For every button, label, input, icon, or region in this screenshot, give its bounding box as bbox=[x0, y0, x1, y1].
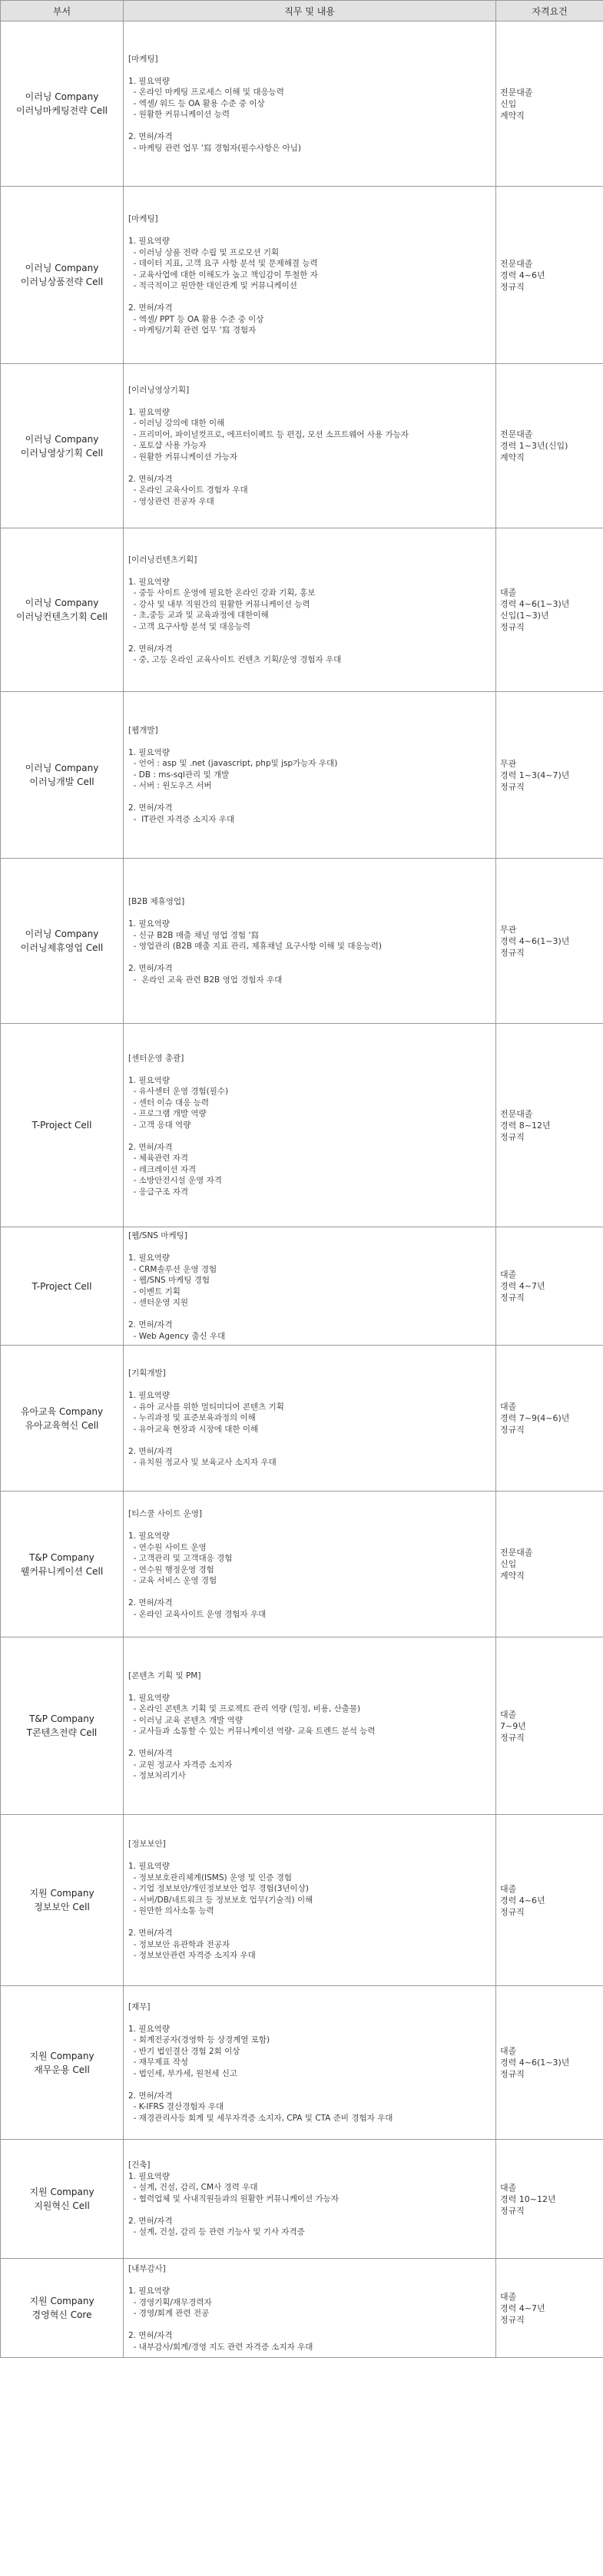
desc-line bbox=[128, 1681, 491, 1693]
dept-line: 경영혁신 Core bbox=[31, 2309, 92, 2320]
table-row bbox=[1, 692, 603, 859]
desc-line: - 프로그램 개발 역량 bbox=[128, 1109, 207, 1119]
desc-line: [웹개발] bbox=[128, 725, 158, 735]
desc-line: - 이러닝 상품 전략 수립 및 프로모션 기획 bbox=[128, 247, 280, 257]
desc-line: - 엑셀/ 워드 등 OA 활용 수준 중 이상 bbox=[128, 98, 265, 108]
desc-line bbox=[128, 1131, 491, 1142]
dept-cell bbox=[1, 1986, 124, 2140]
desc-line: - 엑셀/ PPT 등 OA 활용 수준 중 이상 bbox=[128, 314, 264, 324]
desc-line: - 언어 : asp 및 .net (javascript, php및 jsp가능자 우대) bbox=[128, 759, 338, 769]
desc-cell bbox=[124, 859, 496, 1024]
req-line: 전문대졸 bbox=[500, 1108, 533, 1119]
desc-line bbox=[128, 292, 491, 303]
desc-line: [정보보안] bbox=[128, 1839, 166, 1849]
desc-cell bbox=[124, 692, 496, 859]
desc-line: 1. 필요역량 bbox=[128, 577, 170, 587]
desc-line bbox=[128, 1917, 491, 1929]
dept-line: 정보보안 Cell bbox=[34, 1902, 90, 1912]
desc-line: - 온라인 마케팅 프로세스 이해 및 대응능력 bbox=[128, 88, 284, 98]
table-row bbox=[1, 1492, 603, 1637]
req-cell bbox=[496, 22, 603, 187]
desc-line: 2. 면허/자격 bbox=[128, 1142, 173, 1152]
desc-line: - 서버/DB/네트워크 등 정보보호 업무(기술적) 이해 bbox=[128, 1895, 313, 1905]
desc-line: - 유사센터 운영 경험(필수) bbox=[128, 1087, 229, 1097]
desc-line: 1. 필요역량 bbox=[128, 1531, 170, 1541]
req-line: 신입 bbox=[500, 98, 517, 109]
desc-line: 2. 면허/자격 bbox=[128, 303, 173, 313]
desc-line: - 교사들과 소통할 수 있는 커뮤니케이션 역량- 교육 트렌드 분석 능력 bbox=[128, 1727, 376, 1736]
desc-line: 2. 면허/자격 bbox=[128, 1446, 173, 1456]
req-cell bbox=[496, 1492, 603, 1637]
req-cell bbox=[496, 364, 603, 528]
desc-line bbox=[128, 1379, 491, 1391]
dept-line: 이러닝컨텐츠기획 Cell bbox=[16, 611, 108, 622]
req-line: 대졸 bbox=[500, 2291, 517, 2302]
dept-cell bbox=[1, 859, 124, 1024]
dept-line: T&P Company bbox=[29, 1551, 94, 1563]
req-line: 정규직 bbox=[500, 2205, 525, 2216]
req-line: 정규직 bbox=[500, 1732, 525, 1743]
desc-line bbox=[128, 1587, 491, 1598]
desc-line: - 포토샵 사용 가능자 bbox=[128, 441, 207, 451]
desc-line: 1. 필요역량 bbox=[128, 407, 170, 417]
dept-line: 이러닝 Company bbox=[25, 929, 99, 939]
desc-line: - IT관련 자격증 소지자 우대 bbox=[128, 814, 235, 824]
desc-line: - K-IFRS 결산경험자 우대 bbox=[128, 2102, 224, 2112]
desc-line: - 웹/SNS 마케팅 경험 bbox=[128, 1276, 210, 1285]
desc-line bbox=[128, 396, 491, 407]
req-line: 대졸 bbox=[500, 1709, 517, 1720]
desc-cell bbox=[124, 1227, 496, 1346]
req-line: 경력 4~6(1~3)년 bbox=[500, 935, 570, 946]
desc-line: - 강사 및 내부 직원간의 원활한 커뮤니케이션 능력 bbox=[128, 599, 310, 609]
req-line: 정규직 bbox=[500, 2314, 525, 2325]
desc-line: - 원활한 커뮤니케이션 능력 bbox=[128, 110, 230, 120]
desc-line: 2. 면허/자격 bbox=[128, 1749, 173, 1758]
desc-line: - Web Agency 출신 우대 bbox=[128, 1331, 226, 1341]
dept-cell bbox=[1, 1227, 124, 1346]
desc-line: 2. 면허/자격 bbox=[128, 2331, 173, 2340]
req-line: 신입 bbox=[500, 1559, 517, 1569]
desc-line: - 센터 이슈 대응 능력 bbox=[128, 1098, 209, 1108]
desc-line bbox=[128, 1850, 491, 1862]
req-line: 무관 bbox=[500, 924, 517, 935]
dept-cell bbox=[1, 364, 124, 528]
desc-line: - 체육관련 자격 bbox=[128, 1154, 188, 1164]
desc-cell bbox=[124, 1815, 496, 1986]
desc-line: [마케팅] bbox=[128, 54, 158, 64]
dept-line: 이러닝상품전략 Cell bbox=[20, 276, 104, 287]
desc-line: [내부감사] bbox=[128, 2264, 166, 2273]
desc-line: [기획개발] bbox=[128, 1369, 166, 1379]
req-line: 계약직 bbox=[500, 452, 525, 462]
desc-line: - 정보보안관련 자격증 소지자 우대 bbox=[128, 1951, 256, 1961]
req-line: 정규직 bbox=[500, 2069, 525, 2079]
desc-line: - 유아교육 현장과 시장에 대한 이해 bbox=[128, 1424, 259, 1434]
table-row bbox=[1, 859, 603, 1024]
dept-line: 지원 Company bbox=[29, 2187, 94, 2197]
req-line: 계약직 bbox=[500, 110, 525, 121]
req-cell bbox=[496, 692, 603, 859]
req-line: 7~9년 bbox=[500, 1720, 526, 1731]
req-line: 경력 4~6(1~3)년 bbox=[500, 2058, 570, 2068]
dept-line: T-Project Cell bbox=[31, 1280, 92, 1292]
req-line: 정규직 bbox=[500, 622, 525, 632]
header-desc: 직무 및 내용 bbox=[124, 1, 496, 22]
dept-line: 유아교육혁신 Cell bbox=[25, 1419, 99, 1431]
desc-line: - 연수원 사이트 운영 bbox=[128, 1542, 207, 1552]
dept-cell bbox=[1, 1815, 124, 1986]
desc-line: - 경영/회계 관련 전공 bbox=[128, 2309, 210, 2318]
desc-cell bbox=[124, 1024, 496, 1227]
desc-line: 2. 면허/자격 bbox=[128, 1929, 173, 1939]
desc-line: [콘텐츠 기획 및 PM] bbox=[128, 1670, 201, 1680]
req-line: 전문대졸 bbox=[500, 429, 533, 439]
desc-cell bbox=[124, 528, 496, 692]
desc-cell bbox=[124, 2259, 496, 2358]
req-line: 무관 bbox=[500, 758, 517, 769]
table-row bbox=[1, 1637, 603, 1815]
dept-line: T-Project Cell bbox=[31, 1120, 92, 1131]
desc-line: - 유치원 정교사 및 보육교사 소지자 우대 bbox=[128, 1458, 277, 1468]
desc-line: 1. 필요역량 bbox=[128, 747, 170, 757]
desc-line bbox=[128, 1064, 491, 1075]
desc-line bbox=[128, 736, 491, 747]
desc-cell bbox=[124, 22, 496, 187]
desc-line: 2. 면허/자격 bbox=[128, 132, 173, 142]
desc-line: - 마케팅 관련 업무 ‘寫 경험자(필수사항은 아님) bbox=[128, 143, 301, 153]
req-cell bbox=[496, 1227, 603, 1346]
desc-line: [티스쿨 사이트 운영] bbox=[128, 1509, 203, 1518]
table-row bbox=[1, 2140, 603, 2259]
desc-line: 2. 면허/자격 bbox=[128, 1320, 173, 1329]
req-line: 정규직 bbox=[500, 781, 525, 792]
req-line: 정규직 bbox=[500, 1906, 525, 1917]
desc-line: - 경영기획/재무경력자 bbox=[128, 2297, 212, 2307]
req-line: 경력 1~3년(신입) bbox=[500, 441, 568, 451]
table-header-row bbox=[1, 1, 603, 22]
dept-line: 이러닝 Company bbox=[25, 263, 99, 273]
desc-line bbox=[128, 1737, 491, 1749]
table-row bbox=[1, 2259, 603, 2358]
desc-line: - 재무제표 작성 bbox=[128, 2058, 188, 2068]
desc-line: - 중등 사이트 운영에 필요한 온라인 강좌 기획, 홍보 bbox=[128, 588, 316, 598]
dept-cell bbox=[1, 1024, 124, 1227]
dept-line: 웰커뮤니케이션 Cell bbox=[20, 1565, 104, 1577]
desc-line bbox=[128, 632, 491, 644]
desc-line bbox=[128, 1520, 491, 1531]
desc-line bbox=[128, 2012, 491, 2024]
desc-line bbox=[128, 2204, 491, 2216]
desc-line: [마케팅] bbox=[128, 214, 158, 224]
table-row bbox=[1, 1815, 603, 1986]
req-cell bbox=[496, 1986, 603, 2140]
desc-line: 2. 면허/자격 bbox=[128, 2091, 173, 2101]
desc-line: [건축] bbox=[128, 2160, 151, 2170]
desc-line: - 협력업체 및 사내직원들과의 원활한 커뮤니케이션 가능자 bbox=[128, 2194, 339, 2204]
desc-line bbox=[128, 2275, 491, 2286]
desc-line: 1. 필요역량 bbox=[128, 1693, 170, 1703]
desc-line: - 기업 정보보안/개인정보보안 업무 경험(3년이상) bbox=[128, 1884, 309, 1894]
desc-line: - 법인세, 부가세, 원천세 신고 bbox=[128, 2068, 238, 2078]
req-line: 전문대졸 bbox=[500, 87, 533, 98]
req-cell bbox=[496, 1346, 603, 1492]
desc-line: - 재경관리사등 회계 및 세무자격증 소지자, CPA 및 CTA 준비 경험자 우대 bbox=[128, 2113, 393, 2123]
dept-cell bbox=[1, 187, 124, 364]
desc-line bbox=[128, 462, 491, 474]
req-line: 정규직 bbox=[500, 1131, 525, 1142]
desc-cell bbox=[124, 1346, 496, 1492]
dept-line: 지원 Company bbox=[29, 1888, 94, 1899]
desc-line: - 고객관리 및 고객대응 경험 bbox=[128, 1554, 233, 1563]
desc-line: 2. 면허/자격 bbox=[128, 644, 173, 654]
desc-line: - 연수원 행정운영 경험 bbox=[128, 1564, 214, 1574]
desc-line: - 초,중등 교과 및 교육과정에 대한이해 bbox=[128, 611, 269, 620]
desc-line bbox=[128, 2319, 491, 2331]
dept-cell bbox=[1, 2140, 124, 2259]
dept-cell bbox=[1, 1492, 124, 1637]
desc-line bbox=[128, 121, 491, 132]
req-cell bbox=[496, 1815, 603, 1986]
table-row bbox=[1, 22, 603, 187]
desc-line: - 신규 B2B 매출 채널 영업 경험 ‘寫 bbox=[128, 930, 260, 940]
table-row bbox=[1, 1227, 603, 1346]
desc-line bbox=[128, 65, 491, 76]
desc-line: 1. 필요역량 bbox=[128, 919, 170, 929]
desc-line: - 누리과정 및 표준보육과정의 이해 bbox=[128, 1413, 256, 1423]
desc-line: - 유아 교사를 위한 멀티미디어 콘텐츠 기획 bbox=[128, 1402, 284, 1412]
desc-line bbox=[128, 2079, 491, 2091]
dept-line: T콘텐츠전략 Cell bbox=[26, 1727, 98, 1738]
dept-line: 이러닝영상기획 Cell bbox=[20, 447, 104, 459]
desc-line: - 응급구조 자격 bbox=[128, 1187, 188, 1197]
desc-line: - 온라인 콘텐츠 기획 및 프로젝트 관리 역량 (일정, 비용, 산출물) bbox=[128, 1704, 361, 1713]
dept-line: 이러닝 Company bbox=[25, 433, 99, 445]
desc-line: 1. 필요역량 bbox=[128, 2286, 170, 2296]
req-line: 정규직 bbox=[500, 1425, 525, 1435]
dept-cell bbox=[1, 692, 124, 859]
desc-line: - 교원 정교사 자격증 소지자 bbox=[128, 1760, 233, 1770]
table-row bbox=[1, 1986, 603, 2140]
desc-line: - DB : ms-sql관리 및 개발 bbox=[128, 770, 230, 780]
desc-line: [웹/SNS 마케팅] bbox=[128, 1231, 187, 1240]
desc-line: 2. 면허/자격 bbox=[128, 1598, 173, 1608]
req-line: 정규직 bbox=[500, 1293, 525, 1303]
desc-line: - 설계, 건설, 감리 등 관련 기능사 및 기사 자격증 bbox=[128, 2227, 305, 2237]
desc-line: - 정보보안 유관학과 전공자 bbox=[128, 1939, 230, 1949]
desc-line: - 교육사업에 대한 이해도가 높고 책임감이 투철한 자 bbox=[128, 270, 318, 280]
desc-line: - 레크레이션 자격 bbox=[128, 1164, 197, 1174]
req-line: 경력 4~6년 bbox=[500, 1895, 545, 1906]
desc-line: 1. 필요역량 bbox=[128, 76, 170, 86]
desc-line: - 데이터 지표, 고객 요구 사항 분석 및 문제해결 능력 bbox=[128, 259, 318, 269]
dept-cell bbox=[1, 1346, 124, 1492]
desc-line: - 고객 요구사항 분석 및 대응능력 bbox=[128, 621, 251, 631]
desc-line: 2. 면허/자격 bbox=[128, 474, 173, 484]
req-line: 경력 4~7년 bbox=[500, 1281, 545, 1291]
desc-line bbox=[128, 565, 491, 577]
table-row bbox=[1, 1346, 603, 1492]
dept-cell bbox=[1, 2259, 124, 2358]
desc-cell bbox=[124, 364, 496, 528]
desc-line bbox=[128, 792, 491, 803]
req-line: 대졸 bbox=[500, 1402, 517, 1412]
dept-line: T&P Company bbox=[29, 1713, 94, 1724]
desc-line: - 고객 응대 역량 bbox=[128, 1120, 191, 1130]
desc-line: 1. 필요역량 bbox=[128, 1075, 170, 1085]
req-line: 신입(1~3)년 bbox=[500, 611, 549, 621]
desc-line: 2. 면허/자격 bbox=[128, 2216, 173, 2226]
desc-line bbox=[128, 225, 491, 237]
desc-line: - 원만한 의사소통 능력 bbox=[128, 1906, 214, 1916]
req-line: 전문대졸 bbox=[500, 1548, 533, 1558]
desc-cell bbox=[124, 1986, 496, 2140]
dept-line: 이러닝마케팅전략 Cell bbox=[16, 105, 108, 116]
req-line: 경력 10~12년 bbox=[500, 2194, 556, 2204]
desc-line: - 영업관리 (B2B 매출 지표 관리, 제휴채널 요구사항 이해 및 대응능력) bbox=[128, 942, 383, 951]
dept-line: 이러닝 Company bbox=[25, 91, 99, 102]
desc-line bbox=[128, 908, 491, 919]
dept-line: 지원혁신 Cell bbox=[34, 2200, 90, 2211]
req-line: 경력 1~3(4~7)년 bbox=[500, 770, 570, 780]
dept-line: 재무운용 Cell bbox=[34, 2064, 90, 2075]
desc-line: 1. 필요역량 bbox=[128, 2171, 170, 2181]
desc-line: - 이러닝 교육 콘텐츠 개발 역량 bbox=[128, 1715, 243, 1725]
desc-line bbox=[128, 952, 491, 964]
req-line: 경력 8~12년 bbox=[500, 1120, 551, 1131]
desc-line: - 반기 법인결산 경험 2회 이상 bbox=[128, 2046, 240, 2056]
desc-line: - 온라인 교육 관련 B2B 영업 경험자 우대 bbox=[128, 975, 283, 985]
header-req: 자격요건 bbox=[496, 1, 603, 22]
req-line: 대졸 bbox=[500, 2046, 517, 2056]
table-row bbox=[1, 187, 603, 364]
dept-line: 이러닝 Company bbox=[25, 763, 99, 773]
dept-line: 지원 Company bbox=[29, 2050, 94, 2061]
desc-line: - 온라인 교육사이트 운영 경험자 우대 bbox=[128, 1609, 267, 1619]
desc-line: [센터운영 총괄] bbox=[128, 1053, 184, 1063]
desc-cell bbox=[124, 187, 496, 364]
desc-line bbox=[128, 1309, 491, 1320]
desc-line: 1. 필요역량 bbox=[128, 1391, 170, 1401]
desc-line: 2. 면허/자격 bbox=[128, 964, 173, 973]
dept-line: 지원 Company bbox=[29, 2296, 94, 2306]
desc-line: - 이러닝 강의에 대한 이해 bbox=[128, 419, 225, 429]
desc-line: - 중, 고등 온라인 교육사이트 컨텐츠 기획/운영 경험자 우대 bbox=[128, 655, 342, 664]
desc-line: - 정보보호관리체계(ISMS) 운영 및 인증 경험 bbox=[128, 1872, 292, 1882]
desc-line: - 서버 : 윈도우즈 서버 bbox=[128, 781, 212, 791]
desc-line: - 교육 서비스 운영 경험 bbox=[128, 1576, 217, 1585]
req-cell bbox=[496, 528, 603, 692]
dept-line: 이러닝 Company bbox=[25, 598, 99, 608]
desc-line: 1. 필요역량 bbox=[128, 237, 170, 247]
req-cell bbox=[496, 1637, 603, 1815]
desc-line: - 프리미어, 파이널컷프로, 에프터이펙트 등 편집, 모션 소프트웨어 사용 가능자 bbox=[128, 429, 409, 439]
desc-line: - 소방안전시설 운영 자격 bbox=[128, 1176, 222, 1186]
req-cell bbox=[496, 187, 603, 364]
desc-line bbox=[128, 1435, 491, 1446]
table-row bbox=[1, 528, 603, 692]
req-line: 대졸 bbox=[500, 588, 517, 598]
req-line: 경력 4~6(1~3)년 bbox=[500, 599, 570, 609]
req-line: 경력 7~9(4~6)년 bbox=[500, 1413, 570, 1423]
desc-cell bbox=[124, 2140, 496, 2259]
table-row bbox=[1, 364, 603, 528]
desc-line: - 설계, 건설, 감리, CM사 경력 우대 bbox=[128, 2183, 258, 2193]
desc-line: - 회계전공자(경영학 등 상경계열 포함) bbox=[128, 2035, 270, 2045]
dept-line: 이러닝제휴영업 Cell bbox=[20, 942, 104, 953]
dept-line: 이러닝개발 Cell bbox=[29, 776, 94, 787]
dept-cell bbox=[1, 528, 124, 692]
desc-line: [B2B 제휴영업] bbox=[128, 897, 185, 906]
desc-cell bbox=[124, 1637, 496, 1815]
req-cell bbox=[496, 859, 603, 1024]
desc-line: 1. 필요역량 bbox=[128, 1862, 170, 1872]
req-line: 대졸 bbox=[500, 1883, 517, 1894]
req-cell bbox=[496, 1024, 603, 1227]
desc-line: [이러닝영상기획] bbox=[128, 385, 190, 395]
desc-line: 1. 필요역량 bbox=[128, 2024, 170, 2034]
desc-line: - 정보처리기사 bbox=[128, 1771, 186, 1780]
desc-line: - 온라인 교육사이트 경험자 우대 bbox=[128, 485, 248, 495]
desc-line: - 마케팅/기획 관련 업무 ‘寫 경험자 bbox=[128, 326, 257, 336]
req-cell bbox=[496, 2140, 603, 2259]
desc-cell bbox=[124, 1492, 496, 1637]
req-line: 정규직 bbox=[500, 947, 525, 958]
desc-line: - 이벤트 기획 bbox=[128, 1286, 181, 1296]
table-body bbox=[1, 22, 603, 2358]
desc-line: - 적극적이고 원만한 대인관계 및 커뮤니케이션 bbox=[128, 281, 297, 291]
desc-line: - 내부감사/회계/경영 지도 관련 자격증 소지자 우대 bbox=[128, 2342, 313, 2352]
desc-line bbox=[128, 1242, 491, 1253]
dept-cell bbox=[1, 22, 124, 187]
req-line: 경력 4~7년 bbox=[500, 2303, 545, 2313]
req-line: 계약직 bbox=[500, 1571, 525, 1581]
req-line: 대졸 bbox=[500, 1270, 517, 1280]
req-line: 대졸 bbox=[500, 2182, 517, 2193]
header-dept: 부서 bbox=[1, 1, 124, 22]
desc-line: - CRM솔루션 운영 경험 bbox=[128, 1264, 217, 1274]
req-cell bbox=[496, 2259, 603, 2358]
desc-line: 2. 면허/자격 bbox=[128, 803, 173, 813]
desc-line: [이러닝컨텐츠기획] bbox=[128, 555, 197, 565]
req-line: 경력 4~6년 bbox=[500, 270, 545, 280]
req-line: 전문대졸 bbox=[500, 258, 533, 269]
desc-line: - 영상관련 전공자 우대 bbox=[128, 496, 214, 506]
desc-line: [재무] bbox=[128, 2002, 151, 2011]
table-row bbox=[1, 1024, 603, 1227]
desc-line: - 센터운영 지원 bbox=[128, 1298, 188, 1307]
req-line: 정규직 bbox=[500, 281, 525, 292]
dept-line: 유아교육 Company bbox=[20, 1406, 104, 1417]
desc-line: 1. 필요역량 bbox=[128, 1253, 170, 1263]
dept-cell bbox=[1, 1637, 124, 1815]
desc-line: - 원활한 커뮤니케이션 가능자 bbox=[128, 452, 238, 462]
